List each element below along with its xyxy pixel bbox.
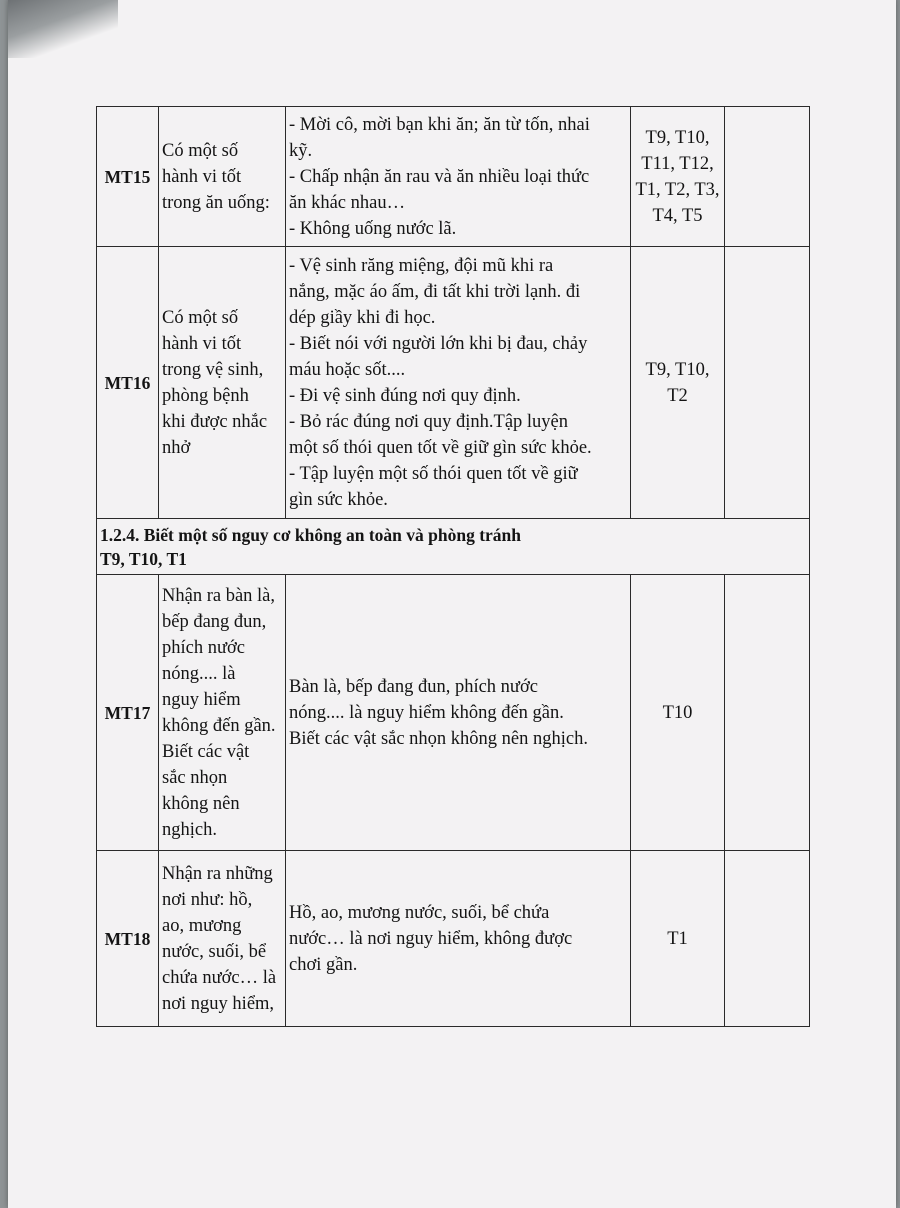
goal-line: không nên: [162, 793, 240, 814]
months-line: T1: [667, 928, 688, 949]
objective-goal: [159, 851, 286, 1027]
goal-line: trong vệ sinh,: [162, 359, 264, 380]
goal-line: nơi nguy hiểm,: [162, 993, 275, 1014]
objective-content: [286, 247, 631, 519]
objective-goal: [159, 107, 286, 247]
objective-content: [286, 851, 631, 1027]
objective-code: MT16: [97, 247, 159, 519]
months-line: T9, T10,: [645, 127, 710, 148]
goal-line: nước, suối, bể: [162, 941, 267, 962]
content-line: - Chấp nhận ăn rau và ăn nhiều loại thức: [289, 166, 590, 187]
objective-code: MT17: [97, 575, 159, 851]
notes-cell: [725, 107, 810, 247]
goal-line: Có một số: [162, 140, 239, 161]
goal-line: bếp đang đun,: [162, 611, 267, 632]
page-corner-shadow: [8, 0, 118, 58]
content-line: - Mời cô, mời bạn khi ăn; ăn từ tốn, nhai: [289, 114, 590, 135]
content-line: kỹ.: [289, 140, 313, 161]
document-page: [8, 0, 896, 1208]
content-line: Bàn là, bếp đang đun, phích nước: [289, 676, 538, 697]
months-line: T11, T12,: [641, 153, 714, 174]
goal-line: hành vi tốt: [162, 166, 242, 187]
notes-cell: [725, 575, 810, 851]
objective-goal: [159, 575, 286, 851]
goal-line: khi được nhắc: [162, 411, 268, 432]
objective-goal: [159, 247, 286, 519]
content-line: nước… là nơi nguy hiểm, không được: [289, 928, 573, 949]
goal-line: nơi như: hồ,: [162, 889, 253, 910]
objective-code: MT15: [97, 107, 159, 247]
objective-content: [286, 107, 631, 247]
months-line: T1, T2, T3,: [635, 179, 720, 200]
goal-line: phích nước: [162, 637, 245, 658]
content-line: một số thói quen tốt về giữ gìn sức khỏe.: [289, 437, 592, 458]
goal-line: không đến gần.: [162, 715, 276, 736]
months-line: T4, T5: [652, 205, 703, 226]
notes-cell: [725, 247, 810, 519]
content-line: Biết các vật sắc nhọn không nên nghịch.: [289, 728, 588, 749]
goal-line: nhở: [162, 437, 191, 458]
goal-line: Có một số: [162, 307, 239, 328]
section-months: T9, T10, T1: [100, 548, 187, 569]
curriculum-table: [96, 106, 810, 1027]
content-line: dép giầy khi đi học.: [289, 307, 436, 328]
goal-line: nguy hiểm: [162, 689, 241, 710]
content-line: nóng.... là nguy hiểm không đến gần.: [289, 702, 564, 723]
section-title: 1.2.4. Biết một số nguy cơ không an toàn và phòng tránh: [100, 524, 522, 545]
months-line: T10: [662, 702, 693, 723]
goal-line: chứa nước… là: [162, 967, 277, 988]
content-line: gìn sức khỏe.: [289, 489, 388, 510]
goal-line: phòng bệnh: [162, 385, 249, 406]
content-line: - Vệ sinh răng miệng, đội mũ khi ra: [289, 255, 554, 276]
notes-cell: [725, 851, 810, 1027]
goal-line: nóng.... là: [162, 663, 236, 684]
section-header-row: [97, 519, 810, 575]
months-line: T2: [667, 385, 688, 406]
goal-line: trong ăn uống:: [162, 192, 270, 213]
content-line: máu hoặc sốt....: [289, 359, 406, 380]
content-line: nắng, mặc áo ấm, đi tất khi trời lạnh. đi: [289, 281, 581, 302]
table-row-mt15: [97, 107, 810, 247]
goal-line: Nhận ra bàn là,: [162, 585, 276, 606]
content-line: - Đi vệ sinh đúng nơi quy định.: [289, 385, 521, 406]
table-row-mt17: [97, 575, 810, 851]
goal-line: Nhận ra những: [162, 863, 273, 884]
objective-months: [631, 575, 725, 851]
table-row-mt18: [97, 851, 810, 1027]
content-line: ăn khác nhau…: [289, 192, 406, 213]
content-line: - Biết nói với người lớn khi bị đau, chảy: [289, 333, 588, 354]
content-line: - Bỏ rác đúng nơi quy định.Tập luyện: [289, 411, 569, 432]
objective-months: [631, 107, 725, 247]
goal-line: hành vi tốt: [162, 333, 242, 354]
objective-months: [631, 247, 725, 519]
months-line: T9, T10,: [645, 359, 710, 380]
goal-line: sắc nhọn: [162, 767, 228, 788]
goal-line: ao, mương: [162, 915, 242, 936]
table-row-mt16: [97, 247, 810, 519]
content-line: - Tập luyện một số thói quen tốt về giữ: [289, 463, 578, 484]
content-line: Hồ, ao, mương nước, suối, bể chứa: [289, 902, 550, 923]
objective-content: [286, 575, 631, 851]
section-header: [97, 519, 810, 575]
goal-line: Biết các vật: [162, 741, 250, 762]
content-line: - Không uống nước lã.: [289, 218, 457, 239]
content-line: chơi gần.: [289, 954, 358, 975]
objective-code: MT18: [97, 851, 159, 1027]
objective-months: [631, 851, 725, 1027]
goal-line: nghịch.: [162, 819, 217, 840]
